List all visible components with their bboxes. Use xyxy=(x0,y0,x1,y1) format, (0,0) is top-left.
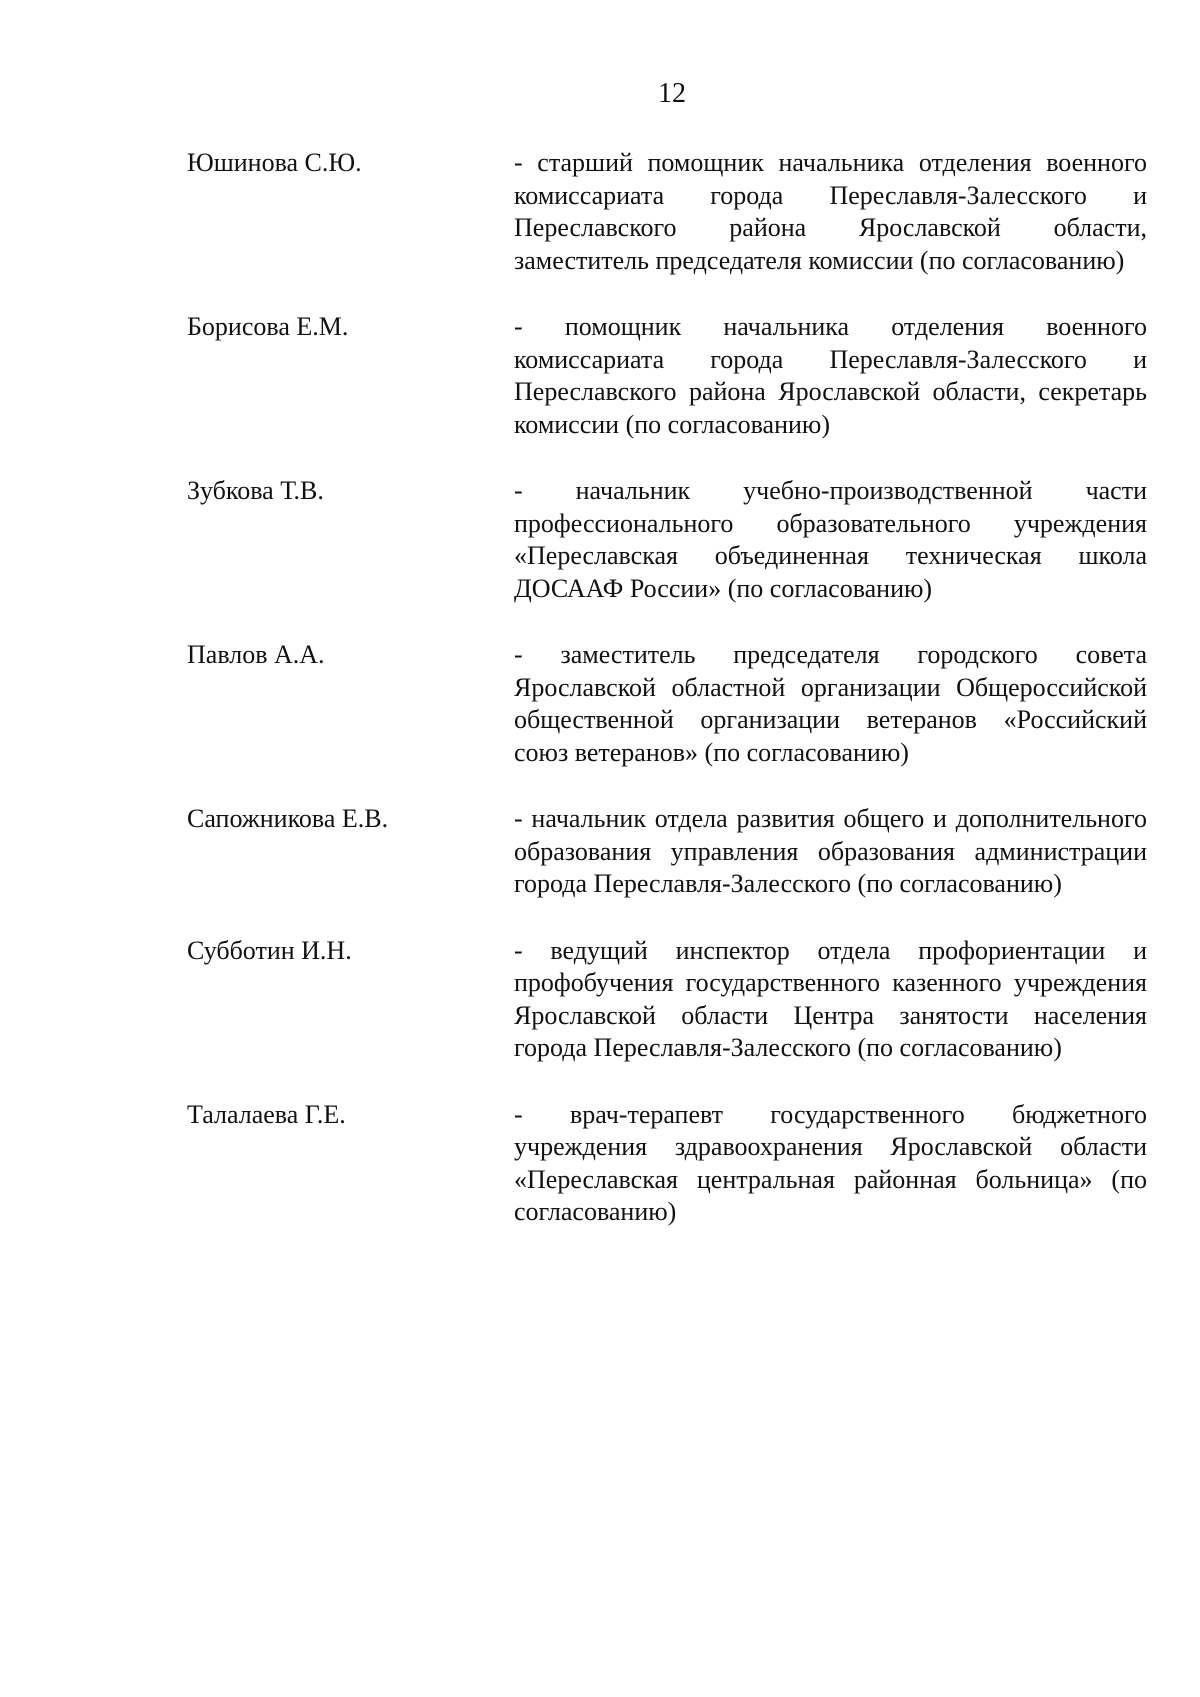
member-entry xyxy=(187,1099,1147,1229)
member-name: Павлов А.А. xyxy=(187,640,325,669)
member-name: Талалаева Г.Е. xyxy=(187,1099,346,1129)
page-number: 12 xyxy=(658,78,686,109)
member-entry xyxy=(187,803,1147,901)
member-entry xyxy=(187,639,1147,769)
member-position: - врач-терапевт государственного бюджетного учреждения здравоохранения Ярославской области «Переславская центральная районная больница» (по согласованию) xyxy=(514,1099,1147,1226)
member-position: - старший помощник начальника отделения военного комиссариата города Переславля-Залесского и Переславского района Ярославской области, заместитель председателя комиссии (по согласованию) xyxy=(514,148,1147,275)
member-position: - заместитель председателя городского совета Ярославской областной организации Общероссийской общественной организации ветеранов «Российский союз ветеранов» (по согласованию) xyxy=(514,640,1147,767)
member-position: - начальник учебно-производственной части профессионального образовательного учреждения «Переславская объединенная техническая школа ДОСААФ России» (по согласованию) xyxy=(514,476,1147,603)
member-name: Зубкова Т.В. xyxy=(187,476,324,505)
member-position: - начальник отдела развития общего и дополнительного образования управления образования администрации города Переславля-Залесского (по согласованию) xyxy=(514,804,1147,898)
member-position: - ведущий инспектор отдела профориентации и профобучения государственного казенного учреждения Ярославской области Центра занятости населения города Переславля-Залесского (по согласованию) xyxy=(514,935,1147,1062)
member-entry xyxy=(187,935,1147,1065)
member-name: Сапожникова Е.В. xyxy=(187,804,389,833)
commission-members-list xyxy=(187,147,1147,1263)
member-entry xyxy=(187,475,1147,605)
member-name: Юшинова С.Ю. xyxy=(187,148,362,177)
member-entry xyxy=(187,311,1147,441)
member-position: - помощник начальника отделения военного комиссариата города Переславля-Залесского и Переславского района Ярославской области, секретарь комиссии (по согласованию) xyxy=(514,312,1147,439)
member-entry xyxy=(187,147,1147,277)
member-name: Субботин И.Н. xyxy=(187,935,352,965)
member-name: Борисова Е.М. xyxy=(187,312,349,341)
